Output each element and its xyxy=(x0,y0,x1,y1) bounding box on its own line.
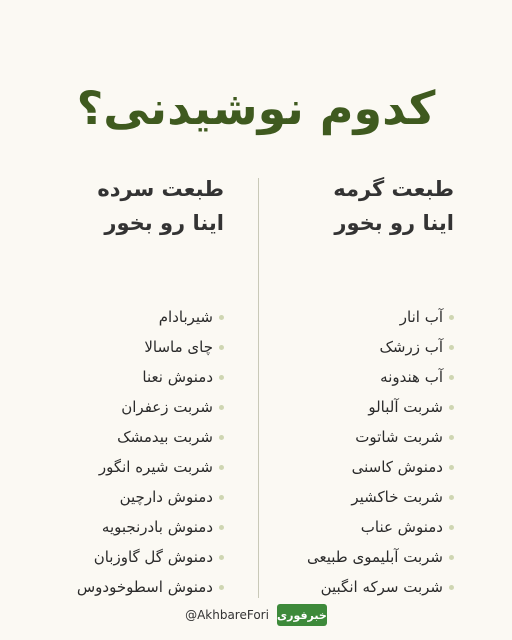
list-item xyxy=(264,512,454,542)
footer xyxy=(0,604,512,626)
list-item-label: دمنوش بادرنجبویه xyxy=(101,518,213,536)
list-item-label: شربت شیره انگور xyxy=(98,458,213,476)
bullet-icon xyxy=(449,585,454,590)
list-item xyxy=(34,362,224,392)
list-item xyxy=(264,542,454,572)
cold-heading-line2: اینا رو بخور xyxy=(104,211,224,235)
social-handle: @AkhbareFori xyxy=(185,608,269,622)
cold-list xyxy=(34,302,224,602)
list-item xyxy=(264,422,454,452)
list-item-label: شیربادام xyxy=(158,308,213,326)
cold-heading-line1: طبعت سرده xyxy=(97,177,224,201)
page-title: کدوم نوشیدنی؟ xyxy=(76,81,436,135)
bullet-icon xyxy=(219,525,224,530)
bullet-icon xyxy=(219,465,224,470)
list-item-label: شربت شاتوت xyxy=(355,428,443,446)
bullet-icon xyxy=(219,345,224,350)
warm-column xyxy=(264,172,454,602)
list-item-label: شربت زعفران xyxy=(121,398,213,416)
list-item-label: شربت آلبالو xyxy=(368,398,443,416)
list-item-label: شربت خاکشیر xyxy=(351,488,443,506)
list-item xyxy=(34,422,224,452)
list-item-label: دمنوش کاسنی xyxy=(351,458,443,476)
list-item xyxy=(264,362,454,392)
list-item xyxy=(34,302,224,332)
warm-list xyxy=(264,302,454,602)
brand-logo: خبرفوری xyxy=(277,604,327,626)
cold-heading xyxy=(34,172,224,240)
column-divider xyxy=(258,178,259,598)
list-item-label: دمنوش گل گاوزبان xyxy=(93,548,213,566)
list-item xyxy=(34,512,224,542)
list-item xyxy=(34,392,224,422)
list-item xyxy=(264,572,454,602)
bullet-icon xyxy=(219,555,224,560)
list-item-label: آب انار xyxy=(399,308,443,326)
bullet-icon xyxy=(449,555,454,560)
list-item xyxy=(34,482,224,512)
list-item xyxy=(264,392,454,422)
list-item-label: شربت آبلیموی طبیعی xyxy=(306,548,443,566)
list-item-label: چای ماسالا xyxy=(144,338,213,356)
list-item-label: شربت سرکه انگبین xyxy=(320,578,443,596)
bullet-icon xyxy=(219,375,224,380)
list-item xyxy=(264,302,454,332)
list-item xyxy=(264,332,454,362)
bullet-icon xyxy=(449,465,454,470)
list-item xyxy=(34,452,224,482)
cold-column xyxy=(34,172,224,602)
warm-heading-line1: طبعت گرمه xyxy=(333,177,454,201)
bullet-icon xyxy=(219,495,224,500)
list-item-label: شربت بیدمشک xyxy=(117,428,213,446)
list-item xyxy=(34,572,224,602)
bullet-icon xyxy=(219,405,224,410)
list-item xyxy=(34,542,224,572)
list-item-label: آب زرشک xyxy=(379,338,443,356)
list-item-label: دمنوش دارچین xyxy=(119,488,213,506)
list-item xyxy=(34,332,224,362)
bullet-icon xyxy=(449,435,454,440)
bullet-icon xyxy=(449,405,454,410)
bullet-icon xyxy=(219,585,224,590)
bullet-icon xyxy=(449,315,454,320)
warm-heading-line2: اینا رو بخور xyxy=(334,211,454,235)
list-item-label: دمنوش نعنا xyxy=(142,368,213,386)
warm-heading xyxy=(264,172,454,240)
list-item-label: دمنوش عناب xyxy=(360,518,443,536)
bullet-icon xyxy=(449,345,454,350)
list-item-label: آب هندونه xyxy=(380,368,443,386)
bullet-icon xyxy=(449,375,454,380)
list-item xyxy=(264,482,454,512)
bullet-icon xyxy=(449,495,454,500)
bullet-icon xyxy=(219,435,224,440)
bullet-icon xyxy=(449,525,454,530)
list-item-label: دمنوش اسطوخودوس xyxy=(76,578,213,596)
bullet-icon xyxy=(219,315,224,320)
list-item xyxy=(264,452,454,482)
